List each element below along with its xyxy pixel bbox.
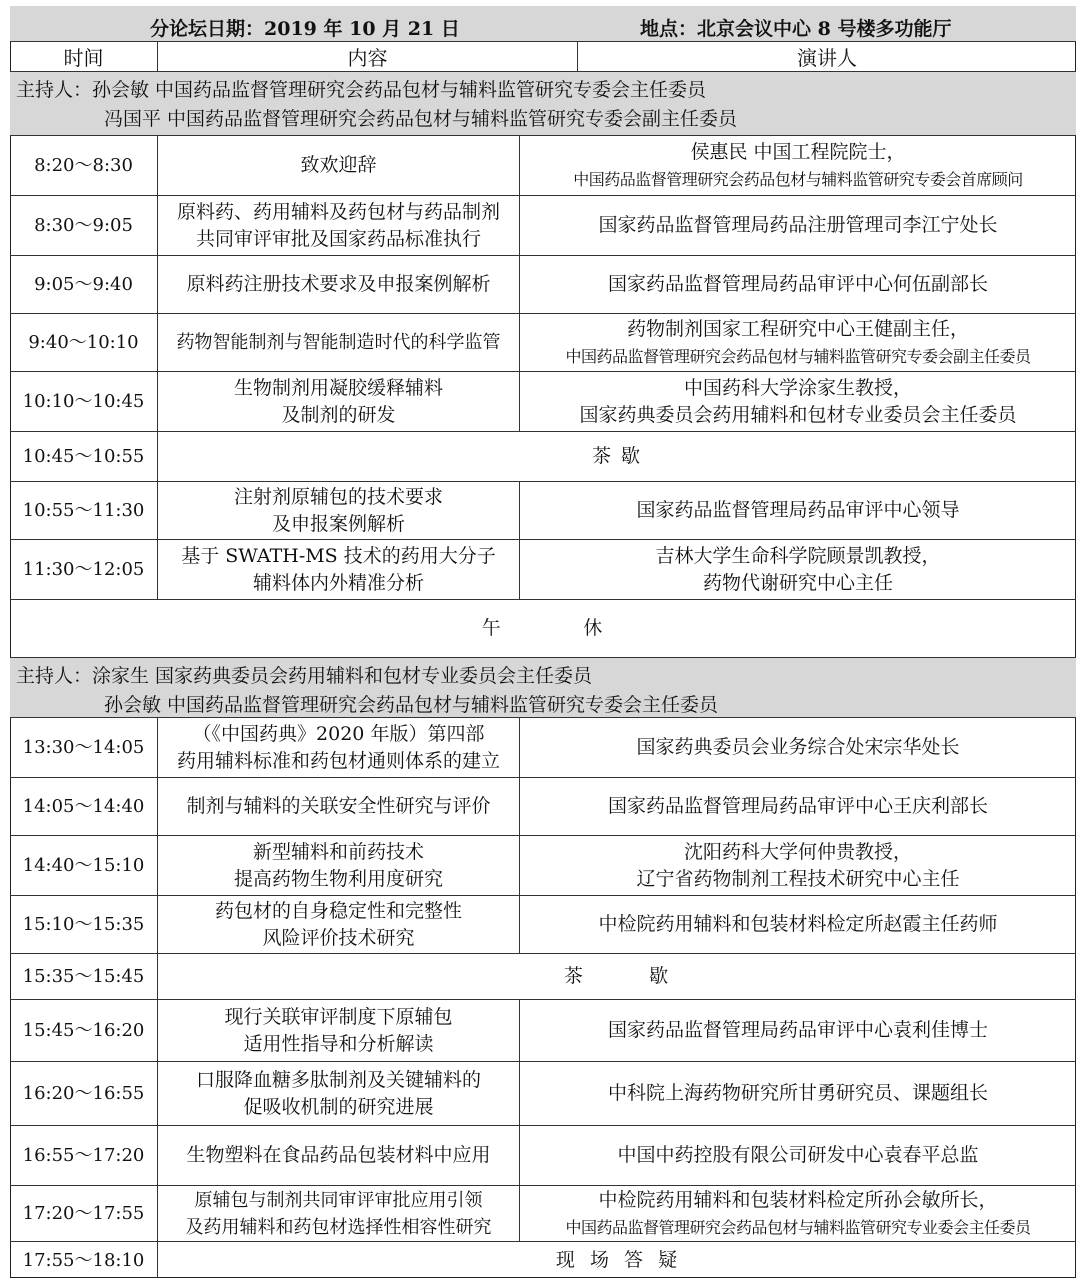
session-speaker: 中检院药用辅料和包装材料检定所赵霞主任药师 [598, 913, 998, 935]
session-row [10, 196, 1076, 256]
speaker-line: 国家药典委员会药用辅料和包材专业委员会主任委员 [579, 403, 1017, 426]
content-line: 新型辅料和前药技术 [252, 840, 424, 863]
column-time: 时间 [10, 42, 158, 71]
content-line: 及制剂的研发 [281, 403, 396, 426]
speaker-line: 吉林大学生命科学院顾景凯教授， [655, 544, 941, 567]
session-row [10, 256, 1076, 314]
session-content [158, 1186, 520, 1241]
host-line-1: 主持人：孙会敏 中国药品监督管理研究会药品包材与辅料监管研究专委会主任委员 [16, 79, 707, 101]
session-time: 10:10～10:45 [10, 372, 158, 431]
speaker-line: 中国药品监督管理研究会药品包材与辅料监管研究专业委会主任委员 [565, 1217, 1031, 1237]
session-speaker: 国家药品监督管理局药品注册管理司李江宁处长 [598, 214, 998, 236]
session-content [158, 1000, 520, 1061]
session-row [10, 778, 1076, 836]
content-line: 适用性指导和分析解读 [243, 1032, 434, 1055]
session-content: 生物塑料在食品药品包装材料中应用 [158, 1126, 520, 1185]
session-row [10, 1126, 1076, 1186]
column-header-row [10, 42, 1076, 72]
lunch-row [10, 600, 1076, 658]
session-speaker: 国家药品监督管理局药品审评中心何伍副部长 [607, 273, 988, 295]
forum-venue: 地点：北京会议中心 8 号楼多功能厅 [640, 18, 952, 40]
session-speaker [520, 372, 1076, 431]
session-row [10, 314, 1076, 372]
session-time: 16:55～17:20 [10, 1126, 158, 1185]
host-line-2: 孙会敏 中国药品监督管理研究会药品包材与辅料监管研究专委会主任委员 [104, 694, 719, 716]
session-content [158, 372, 520, 431]
break-row [10, 432, 1076, 482]
content-line: 原辅包与制剂共同审评审批应用引领 [194, 1189, 483, 1211]
content-line: 促吸收机制的研究进展 [243, 1095, 434, 1118]
session-speaker [520, 136, 1076, 195]
host-line-2: 冯国平 中国药品监督管理研究会药品包材与辅料监管研究专委会副主任委员 [104, 108, 738, 130]
column-speaker: 演讲人 [797, 46, 857, 70]
session-content [158, 718, 520, 777]
content-line: 及申报案例解析 [271, 512, 405, 535]
session-time: 15:35～15:45 [10, 954, 158, 999]
session-time: 14:40～15:10 [10, 836, 158, 895]
content-line: 药包材的自身稳定性和完整性 [214, 899, 462, 922]
session-speaker [520, 836, 1076, 895]
session-time: 8:20～8:30 [10, 136, 158, 195]
session-time: 10:55～11:30 [10, 482, 158, 539]
session-row [10, 896, 1076, 954]
session-row [10, 482, 1076, 540]
session-content [158, 540, 520, 599]
session-time: 13:30～14:05 [10, 718, 158, 777]
session-time: 15:10～15:35 [10, 896, 158, 953]
session-speaker [520, 314, 1076, 371]
speaker-line: 中国药品监督管理研究会药品包材与辅料监管研究专委会首席顾问 [573, 169, 1023, 189]
session-speaker: 中国中药控股有限公司研发中心袁春平总监 [617, 1144, 979, 1166]
session-speaker: 国家药典委员会业务综合处宋宗华处长 [636, 736, 960, 758]
content-line: 注射剂原辅包的技术要求 [233, 485, 443, 508]
session-time: 8:30～9:05 [10, 196, 158, 255]
session-content: 原料药注册技术要求及申报案例解析 [158, 256, 520, 313]
session-content: 药物智能制剂与智能制造时代的科学监管 [158, 314, 520, 371]
session-time: 16:20～16:55 [10, 1062, 158, 1125]
session-content: 制剂与辅料的关联安全性研究与评价 [158, 778, 520, 835]
session-speaker: 中科院上海药物研究所甘勇研究员、课题组长 [607, 1082, 988, 1104]
session-time: 9:40～10:10 [10, 314, 158, 371]
session-time: 17:55～18:10 [10, 1242, 158, 1278]
host-block-morning [10, 72, 1076, 136]
forum-date: 分论坛日期：2019 年 10 月 21 日 [150, 18, 460, 40]
speaker-line: 中国药品监督管理研究会药品包材与辅料监管研究专委会副主任委员 [565, 346, 1031, 366]
speaker-line: 侯惠民 中国工程院院士， [690, 140, 906, 163]
content-line: （《中国药典》2020 年版）第四部 [192, 722, 485, 745]
session-speaker: 国家药品监督管理局药品审评中心王庆利部长 [607, 795, 988, 817]
session-content [158, 836, 520, 895]
session-time: 14:05～14:40 [10, 778, 158, 835]
session-time: 15:45～16:20 [10, 1000, 158, 1061]
speaker-line: 中检院药用辅料和包装材料检定所孙会敏所长， [598, 1188, 998, 1211]
onsite-qa: 现 场 答 疑 [555, 1248, 679, 1271]
session-content [158, 196, 520, 255]
qa-row [10, 1242, 1076, 1278]
session-row [10, 836, 1076, 896]
lunch-break: 午 休 [481, 617, 605, 639]
content-line: 基于 SWATH-MS 技术的药用大分子 [181, 544, 496, 567]
session-row [10, 1062, 1076, 1126]
session-content [158, 482, 520, 539]
content-line: 及药用辅料和药包材选择性相容性研究 [185, 1216, 492, 1238]
session-content [158, 896, 520, 953]
content-line: 辅料体内外精准分析 [252, 571, 424, 594]
session-content: 致欢迎辞 [158, 136, 520, 195]
content-line: 口服降血糖多肽制剂及关键辅料的 [195, 1068, 481, 1091]
speaker-line: 中国药科大学涂家生教授， [683, 376, 912, 399]
session-row [10, 1000, 1076, 1062]
session-row [10, 718, 1076, 778]
session-row [10, 136, 1076, 196]
session-time: 17:20～17:55 [10, 1186, 158, 1241]
speaker-line: 辽宁省药物制剂工程技术研究中心主任 [636, 867, 960, 890]
tea-break: 茶 歇 [563, 965, 671, 987]
host-line-1: 主持人：涂家生 国家药典委员会药用辅料和包材专业委员会主任委员 [16, 665, 593, 687]
session-speaker [520, 540, 1076, 599]
content-line: 提高药物生物利用度研究 [233, 867, 443, 890]
session-time: 9:05～9:40 [10, 256, 158, 313]
content-line: 原料药、药用辅料及药包材与药品制剂 [176, 200, 500, 223]
session-row [10, 540, 1076, 600]
host-block-afternoon [10, 658, 1076, 718]
session-content [158, 1062, 520, 1125]
session-row [10, 1186, 1076, 1242]
content-line: 生物制剂用凝胶缓释辅料 [233, 376, 443, 399]
speaker-line: 药物制剂国家工程研究中心王健副主任， [626, 317, 969, 340]
content-line: 药用辅料标准和药包材通则体系的建立 [176, 749, 500, 772]
content-line: 共同审评审批及国家药品标准执行 [195, 227, 481, 250]
column-content: 内容 [158, 42, 578, 71]
break-row [10, 954, 1076, 1000]
session-time: 11:30～12:05 [10, 540, 158, 599]
speaker-line: 沈阳药科大学何仲贵教授， [683, 840, 912, 863]
session-speaker [520, 1186, 1076, 1241]
content-line: 现行关联审评制度下原辅包 [224, 1005, 453, 1028]
session-speaker: 国家药品监督管理局药品审评中心领导 [636, 499, 960, 521]
session-speaker: 国家药品监督管理局药品审评中心袁利佳博士 [607, 1019, 988, 1041]
speaker-line: 药物代谢研究中心主任 [702, 571, 893, 594]
content-line: 风险评价技术研究 [262, 926, 415, 949]
forum-header [10, 6, 1076, 42]
session-time: 10:45～10:55 [10, 432, 158, 481]
session-row [10, 372, 1076, 432]
tea-break: 茶 歇 [591, 445, 643, 467]
